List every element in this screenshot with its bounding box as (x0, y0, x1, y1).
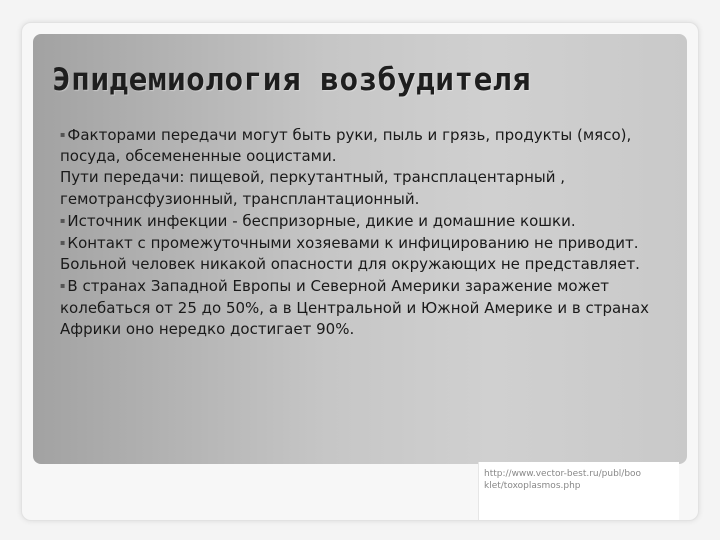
paragraph-contact (60, 232, 660, 275)
paragraph-text: Факторами передачи могут быть руки, пыль и грязь, продукты (мясо), посуда, обсемененные ооцистами. (60, 126, 632, 166)
paragraph-transmission-routes (60, 167, 660, 209)
bullet-icon: ▪ (60, 281, 66, 291)
paragraph-text: Контакт с промежуточными хозяевами к инфицированию не приводит. Больной человек никакой опасности для окружающих не представляет. (60, 234, 640, 274)
slide-title: Эпидемиология возбудителя (52, 62, 532, 98)
paragraph-prevalence (60, 275, 660, 340)
slide-body (60, 124, 660, 340)
paragraph-transmission-factors (60, 124, 660, 167)
bullet-icon: ▪ (60, 130, 66, 139)
paragraph-text: В странах Западной Европы и Северной Америки заражение может колебаться от 25 до 50%, а в Центральной и Южной Америке и в странах Африки оно нередко достигает 90%. (60, 277, 650, 338)
bullet-icon: ▪ (60, 238, 66, 248)
source-link[interactable]: http://www.vector-best.ru/publ/booklet/toxoplasmos.php (484, 469, 642, 491)
bullet-icon: ▪ (60, 215, 66, 225)
paragraph-infection-source (60, 210, 660, 232)
paragraph-text: Источник инфекции - беспризорные, дикие и домашние кошки. (67, 211, 576, 230)
paragraph-text: Пути передачи: пищевой, перкутантный, трансплацентарный , гемотрансфузионный, трансплантационный. (60, 168, 566, 208)
